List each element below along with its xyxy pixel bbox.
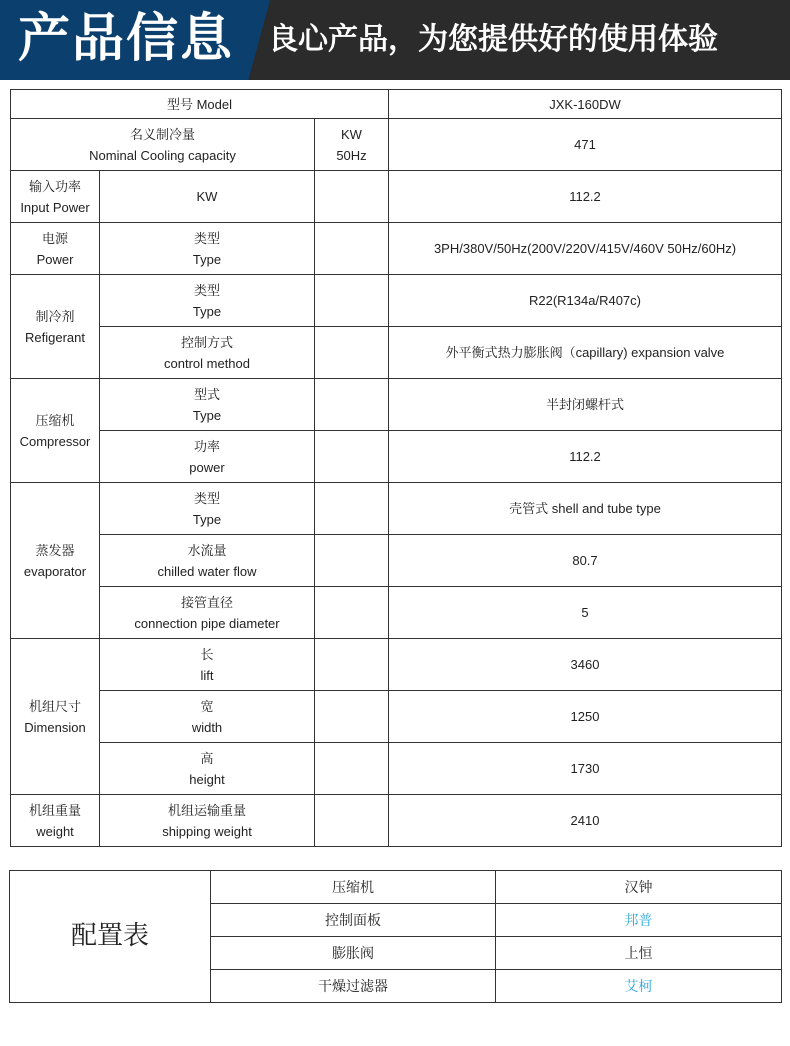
header-banner xyxy=(0,0,790,80)
refrigerant-sub-en: control method xyxy=(164,355,250,371)
refrigerant-label-cn: 制冷剂 xyxy=(35,308,75,324)
dimension-width-value: 1250 xyxy=(389,691,782,743)
dimension-length-value: 3460 xyxy=(389,639,782,691)
spec-table xyxy=(10,89,782,847)
compressor-label xyxy=(11,379,100,483)
compressor-sub-cn: 功率 xyxy=(193,438,220,454)
compressor-label-en: Compressor xyxy=(19,433,91,449)
config-table xyxy=(9,870,782,1003)
refrigerant-sub-en: Type xyxy=(192,303,222,319)
evaporator-label xyxy=(11,483,100,639)
table-row xyxy=(11,483,782,535)
refrigerant-sub xyxy=(100,327,315,379)
cooling-unit-kw: KW xyxy=(341,126,362,142)
empty-cell xyxy=(315,691,389,743)
cooling-unit-hz: 50Hz xyxy=(336,147,367,163)
weight-sub xyxy=(100,795,315,847)
model-value: JXK-160DW xyxy=(389,90,782,119)
evaporator-sub-en: Type xyxy=(192,511,222,527)
evaporator-label-cn: 蒸发器 xyxy=(35,542,75,558)
evaporator-sub-en: chilled water flow xyxy=(157,563,257,579)
empty-cell xyxy=(315,535,389,587)
config-part: 控制面板 xyxy=(211,904,496,937)
input-power-label-cn: 输入功率 xyxy=(28,178,81,194)
refrigerant-type-value: R22(R134a/R407c) xyxy=(389,275,782,327)
dimension-sub-en: width xyxy=(191,719,223,735)
compressor-sub-en: power xyxy=(189,459,225,475)
input-power-value: 112.2 xyxy=(389,171,782,223)
evaporator-label-en: evaporator xyxy=(23,563,87,579)
table-row xyxy=(11,639,782,691)
empty-cell xyxy=(315,483,389,535)
compressor-power-value: 112.2 xyxy=(389,431,782,483)
config-brand: 汉钟 xyxy=(496,871,782,904)
empty-cell xyxy=(315,743,389,795)
table-row xyxy=(11,691,782,743)
empty-cell xyxy=(315,379,389,431)
config-part: 干燥过滤器 xyxy=(211,970,496,1003)
dimension-sub xyxy=(100,639,315,691)
input-power-unit: KW xyxy=(100,171,315,223)
empty-cell xyxy=(315,795,389,847)
table-row xyxy=(11,327,782,379)
refrigerant-label xyxy=(11,275,100,379)
weight-label-cn: 机组重量 xyxy=(28,802,81,818)
table-row xyxy=(11,379,782,431)
power-sub xyxy=(100,223,315,275)
weight-sub-en: shipping weight xyxy=(162,823,252,839)
table-row xyxy=(11,90,782,119)
dimension-sub-cn: 高 xyxy=(200,750,214,766)
table-row xyxy=(11,223,782,275)
empty-cell xyxy=(315,327,389,379)
banner-slogan: 良心产品，为您提供好的使用体验 xyxy=(268,22,718,57)
power-sub-cn: 类型 xyxy=(193,230,220,246)
empty-cell xyxy=(315,639,389,691)
config-brand: 艾柯 xyxy=(496,970,782,1003)
weight-label-en: weight xyxy=(36,823,74,839)
model-label: 型号 Model xyxy=(11,90,389,119)
evaporator-type-value: 壳管式 shell and tube type xyxy=(389,483,782,535)
empty-cell xyxy=(315,431,389,483)
table-row xyxy=(11,743,782,795)
power-label xyxy=(11,223,100,275)
input-power-label-en: Input Power xyxy=(20,199,90,215)
empty-cell xyxy=(315,587,389,639)
dimension-label-cn: 机组尺寸 xyxy=(28,698,81,714)
config-part: 膨胀阀 xyxy=(211,937,496,970)
config-title: 配置表 xyxy=(10,871,211,1003)
table-row xyxy=(11,535,782,587)
compressor-sub xyxy=(100,431,315,483)
evaporator-flow-value: 80.7 xyxy=(389,535,782,587)
cooling-label xyxy=(11,119,315,171)
dimension-sub xyxy=(100,691,315,743)
compressor-sub-cn: 型式 xyxy=(193,386,220,402)
table-row xyxy=(11,795,782,847)
cooling-label-cn: 名义制冷量 xyxy=(129,126,195,142)
refrigerant-sub-cn: 类型 xyxy=(193,282,220,298)
refrigerant-sub-cn: 控制方式 xyxy=(180,334,233,350)
cooling-unit xyxy=(315,119,389,171)
compressor-type-value: 半封闭螺杆式 xyxy=(389,379,782,431)
weight-label xyxy=(11,795,100,847)
table-row xyxy=(11,275,782,327)
refrigerant-label-en: Refigerant xyxy=(25,329,85,345)
evaporator-sub xyxy=(100,587,315,639)
evaporator-sub-cn: 接管直径 xyxy=(180,594,233,610)
refrigerant-control-value: 外平衡式热力膨胀阀（capillary) expansion valve xyxy=(389,327,782,379)
dimension-sub-en: height xyxy=(189,771,225,787)
dimension-label xyxy=(11,639,100,795)
empty-cell xyxy=(315,275,389,327)
dimension-label-en: Dimension xyxy=(24,719,86,735)
table-row xyxy=(11,587,782,639)
power-label-cn: 电源 xyxy=(41,230,68,246)
cooling-label-en: Nominal Cooling capacity xyxy=(89,147,236,163)
evaporator-sub-en: connection pipe diameter xyxy=(134,615,280,631)
empty-cell xyxy=(315,223,389,275)
empty-cell xyxy=(315,171,389,223)
banner-title: 产品信息 xyxy=(18,9,235,69)
weight-sub-cn: 机组运输重量 xyxy=(167,802,246,818)
cooling-value: 471 xyxy=(389,119,782,171)
dimension-height-value: 1730 xyxy=(389,743,782,795)
evaporator-sub xyxy=(100,535,315,587)
table-row xyxy=(10,871,782,904)
dimension-sub-cn: 长 xyxy=(200,646,214,662)
dimension-sub-en: lift xyxy=(200,667,214,683)
refrigerant-sub xyxy=(100,275,315,327)
config-part: 压缩机 xyxy=(211,871,496,904)
evaporator-sub xyxy=(100,483,315,535)
compressor-sub-en: Type xyxy=(192,407,222,423)
table-row xyxy=(11,171,782,223)
evaporator-pipe-value: 5 xyxy=(389,587,782,639)
weight-value: 2410 xyxy=(389,795,782,847)
dimension-sub xyxy=(100,743,315,795)
evaporator-sub-cn: 水流量 xyxy=(187,542,227,558)
input-power-label xyxy=(11,171,100,223)
evaporator-sub-cn: 类型 xyxy=(193,490,220,506)
dimension-sub-cn: 宽 xyxy=(200,698,214,714)
compressor-label-cn: 压缩机 xyxy=(35,412,75,428)
power-label-en: Power xyxy=(36,251,74,267)
table-row xyxy=(11,119,782,171)
compressor-sub xyxy=(100,379,315,431)
power-sub-en: Type xyxy=(192,251,222,267)
table-row xyxy=(11,431,782,483)
config-brand: 邦普 xyxy=(496,904,782,937)
power-value: 3PH/380V/50Hz(200V/220V/415V/460V 50Hz/60Hz) xyxy=(389,223,782,275)
config-brand: 上恒 xyxy=(496,937,782,970)
